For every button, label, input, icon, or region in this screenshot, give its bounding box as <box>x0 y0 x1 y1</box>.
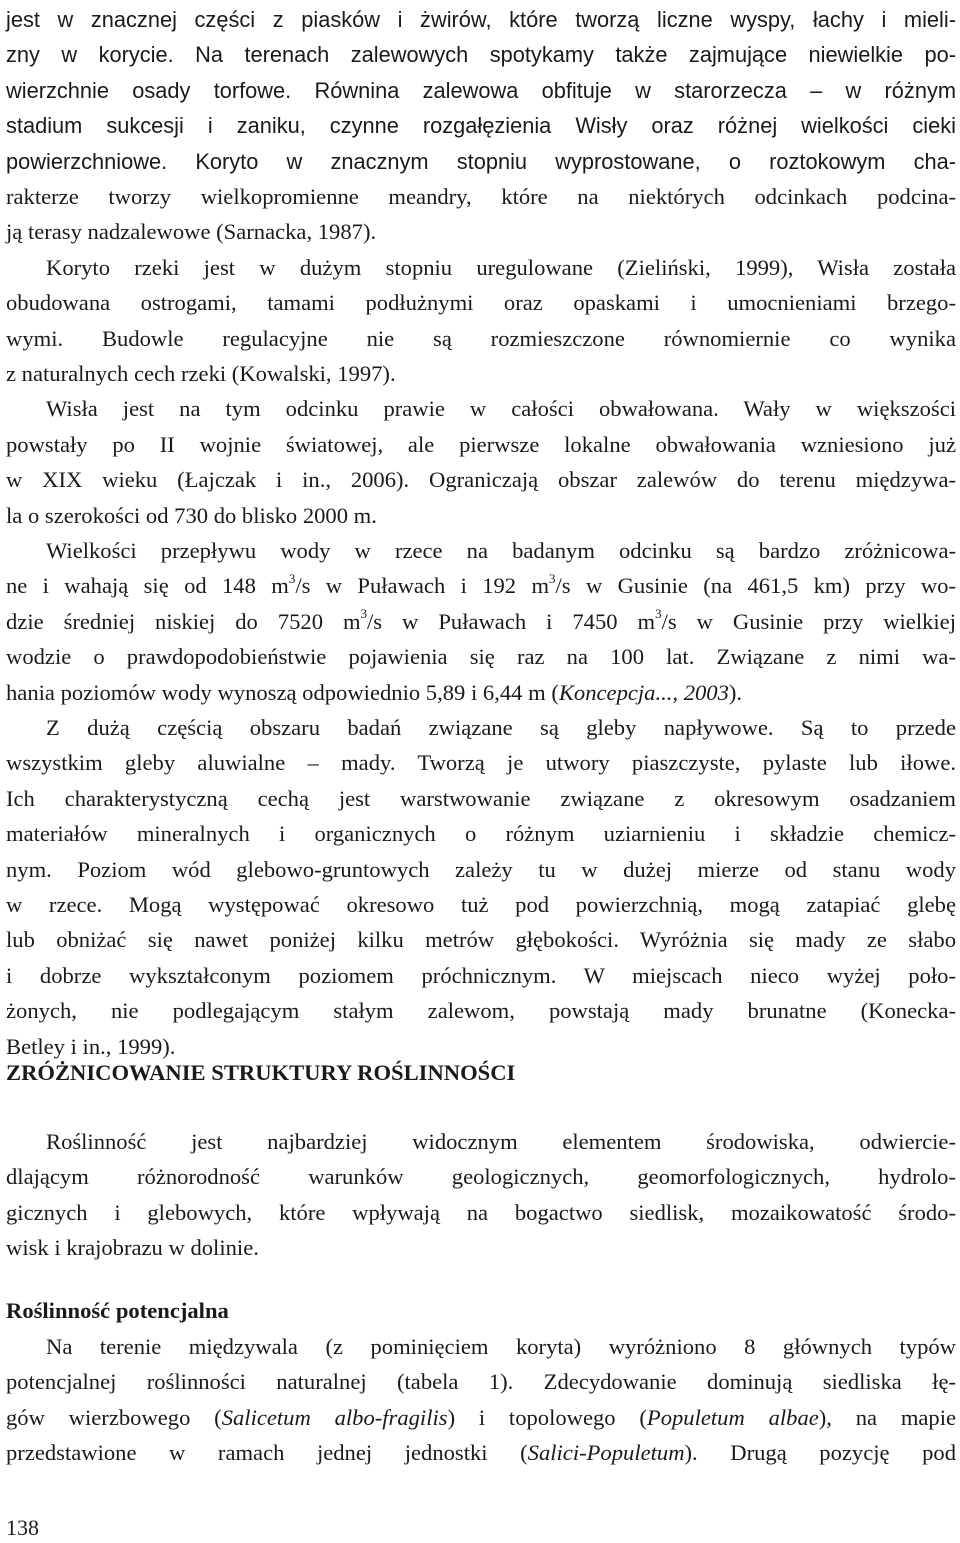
paragraph-line <box>6 462 956 497</box>
paragraph-line <box>6 427 956 462</box>
text-run: powstały po II wojnie światowej, ale pierwsze lokalne obwałowania wzniesiono już <box>6 431 956 457</box>
paragraph-line <box>6 179 956 214</box>
page-number: 138 <box>6 1515 39 1540</box>
paragraph-line <box>6 2 956 37</box>
superscript: 3 <box>655 606 662 622</box>
paragraph-line <box>6 639 956 674</box>
text-run: /s w Puławach i 7450 m <box>367 608 656 634</box>
text-run: gicznych i glebowych, które wpływają na bogactwo siedlisk, mozaikowatość środo- <box>6 1199 956 1225</box>
subsection-heading: Roślinność potencjalna <box>6 1298 229 1323</box>
text-run: ją terasy nadzalewowe (Sarnacka, 1987). <box>6 219 377 245</box>
paragraph-line <box>6 781 956 816</box>
text-run: stadium sukcesji i zaniku, czynne rozgałęzienia Wisły oraz różnej wielkości cieki <box>6 113 956 139</box>
paragraph-line <box>6 675 956 710</box>
paragraph-line <box>46 1124 956 1159</box>
text-run: i dobrze wykształconym poziomem próchnicznym. W miejscach nieco wyżej poło- <box>6 962 956 988</box>
text-run: ), na mapie <box>818 1404 957 1430</box>
paragraph-line <box>6 745 956 780</box>
paragraph-line <box>6 144 956 179</box>
paragraph-line <box>6 356 956 391</box>
paragraph-line <box>46 533 956 568</box>
text-run: materiałów mineralnych i organicznych o różnym uziarnieniu i składzie chemicz- <box>6 821 956 847</box>
text-run: wodzie o prawdopodobieństwie pojawienia się raz na 100 lat. Związane z nimi wa- <box>6 644 956 670</box>
paragraph-line <box>6 498 956 533</box>
text-run: w rzece. Mogą występować okresowo tuż pod powierzchnią, mogą zatapiać glebę <box>6 892 956 917</box>
text-run: Z dużą częścią obszaru badań związane są gleby napływowe. Są to przede <box>46 715 956 740</box>
text-run: ). <box>728 679 743 705</box>
text-run: ne i wahają się od 148 m <box>6 573 289 599</box>
paragraph-line <box>6 887 956 922</box>
text-run: Koryto rzeki jest w dużym stopniu uregulowane (Zieliński, 1999), Wisła została <box>46 254 956 280</box>
text-run: la o szerokości od 730 do blisko 2000 m. <box>6 502 377 528</box>
paragraph-line <box>6 37 956 72</box>
text-run: Betley i in., 1999). <box>6 1033 176 1059</box>
text-run: Na terenie międzywala (z pominięciem koryta) wyróżniono 8 głównych typów <box>46 1334 956 1359</box>
paragraph-line <box>46 710 956 745</box>
text-run: zny w korycie. Na terenach zalewowych spotykamy także zajmujące niewielkie po- <box>6 42 956 68</box>
paragraph-line <box>6 958 956 993</box>
paragraph-line <box>6 321 956 356</box>
section-heading: ZRÓŻNICOWANIE STRUKTURY ROŚLINNOŚCI <box>6 1060 516 1085</box>
text-run: hania poziomów wody wynoszą odpowiednio 5,89 i 6,44 m ( <box>6 679 559 705</box>
italic-text: Koncepcja..., 2003 <box>558 679 729 705</box>
paragraph-line <box>46 1329 956 1364</box>
text-run: ). Drugą pozycję pod <box>684 1440 956 1466</box>
text-run: dzie średniej niskiej do 7520 m <box>6 608 361 634</box>
text-run: przedstawione w ramach jednej jednostki ( <box>6 1440 528 1466</box>
text-run: potencjalnej roślinności naturalnej (tabela 1). Zdecydowanie dominują siedliska łę- <box>6 1369 956 1395</box>
paragraph-line <box>6 1400 956 1435</box>
text-run: nym. Poziom wód glebowo-gruntowych zależy tu w dużej mierze od stanu wody <box>6 856 956 882</box>
text-run: żonych, nie podlegającym stałym zalewom, powstają mady brunatne (Konecka- <box>6 998 956 1024</box>
superscript: 3 <box>288 570 296 586</box>
italic-text: Salici-Populetum <box>527 1440 685 1466</box>
text-run: gów wierzbowego ( <box>6 1404 222 1430</box>
text-run: Roślinność jest najbardziej widocznym elementem środowiska, odwiercie- <box>46 1129 956 1154</box>
paragraph-line <box>6 285 956 320</box>
paragraph-line <box>6 568 956 603</box>
text-run: rakterze tworzy wielkopromienne meandry, które na niektórych odcinkach podcina- <box>6 184 956 209</box>
italic-text: Salicetum albo-fragilis <box>221 1404 448 1430</box>
text-run: wszystkim gleby aluwialne – mady. Tworzą je utwory piaszczyste, pylaste lub iłowe. <box>6 750 956 776</box>
text-run: wierzchnie osady torfowe. Równina zalewowa obfituje w starorzecza – w różnym <box>6 77 956 103</box>
paragraph-line <box>6 1435 956 1470</box>
text-run: Wielkości przepływu wody w rzece na badanym odcinku są bardzo zróżnicowa- <box>46 538 956 563</box>
text-run: ) i topolowego ( <box>447 1404 647 1430</box>
text-run: /s w Gusinie przy wielkiej <box>661 608 956 634</box>
paragraph-line <box>6 993 956 1028</box>
text-run: obudowana ostrogami, tamami podłużnymi oraz opaskami i umocnieniami brzego- <box>6 290 956 316</box>
italic-text: Populetum albae <box>646 1404 819 1430</box>
superscript: 3 <box>549 570 556 586</box>
text-run: wymi. Budowle regulacyjne nie są rozmieszczone równomiernie co wynika <box>6 325 956 351</box>
paragraph-line <box>6 108 956 143</box>
text-run: /s w Puławach i 192 m <box>295 573 550 599</box>
paragraph-line <box>46 250 956 285</box>
superscript: 3 <box>360 606 368 622</box>
text-run: powierzchniowe. Koryto w znacznym stopniu wyprostowane, o roztokowym cha- <box>6 148 956 174</box>
text-run: Ich charakterystyczną cechą jest warstwowanie związane z okresowym osadzaniem <box>6 785 956 811</box>
paragraph-line <box>6 73 956 108</box>
text-run: wisk i krajobrazu w dolinie. <box>6 1235 259 1261</box>
text-run: /s w Gusinie (na 461,5 km) przy wo- <box>555 573 956 599</box>
paragraph-line <box>6 852 956 887</box>
text-run: lub obniżać się nawet poniżej kilku metrów głębokości. Wyróżnia się mady ze słabo <box>6 927 956 953</box>
paragraph-line <box>6 214 956 249</box>
paragraph-line <box>6 816 956 851</box>
text-run: jest w znacznej części z piasków i żwirów, które tworzą liczne wyspy, łachy i mieli- <box>6 7 956 32</box>
text-run: dlającym różnorodność warunków geologicznych, geomorfologicznych, hydrolo- <box>6 1164 956 1190</box>
paragraph-line <box>6 1230 956 1265</box>
paragraph-line <box>6 1364 956 1399</box>
paragraph-line <box>46 391 956 426</box>
text-run: w XIX wieku (Łajczak i in., 2006). Ograniczają obszar zalewów do terenu międzywa- <box>6 467 956 493</box>
paragraph-line <box>6 922 956 957</box>
paragraph-line <box>6 604 956 639</box>
text-run: Wisła jest na tym odcinku prawie w całości obwałowana. Wały w większości <box>46 396 956 422</box>
text-run: z naturalnych cech rzeki (Kowalski, 1997). <box>6 361 396 386</box>
paragraph-line <box>6 1195 956 1230</box>
paragraph-line <box>6 1159 956 1194</box>
